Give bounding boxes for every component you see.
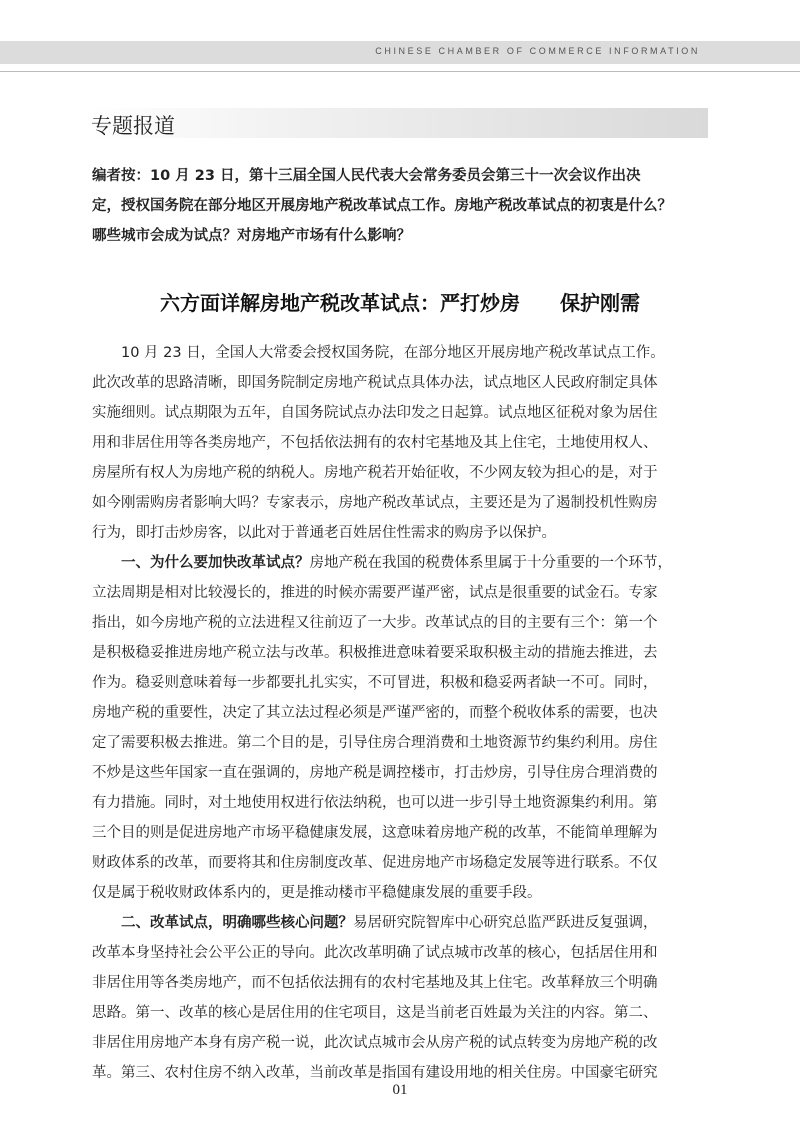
section-bar: [91, 108, 708, 138]
body-line: 仅是属于税收财政体系内的，更是推动楼市平稳健康发展的重要手段。: [92, 885, 542, 901]
body-line: 房地产税的重要性，决定了其立法过程必须是严谨严密的，而整个税收体系的需要，也决: [92, 705, 658, 721]
body-line: 如今刚需购房者影响大吗？专家表示，房地产税改革试点，主要还是为了遏制投机性购房: [92, 495, 658, 511]
body-line: 定了需要积极去推进。第二个目的是，引导住房合理消费和土地资源节约集约利用。房住: [92, 735, 658, 751]
body-line: [92, 548, 708, 578]
header-band-text: CHINESE CHAMBER OF COMMERCE INFORMATION: [375, 46, 700, 56]
body-line: 财政体系的改革，而要将其和住房制度改革、促进房地产市场稳定发展等进行联系。不仅: [92, 855, 658, 871]
section-heading-why: 一、为什么要加快改革试点？: [92, 555, 310, 571]
editor-note: [92, 161, 708, 251]
body-line: 非居住用等各类房地产，而不包括依法拥有的农村宅基地及其上住宅。改革释放三个明确: [92, 975, 658, 991]
body-line: 立法周期是相对比较漫长的，推进的时候亦需要严谨严密，试点是很重要的试金石。专家: [92, 585, 658, 601]
body-line: 指出，如今房地产税的立法进程又往前迈了一大步。改革试点的目的主要有三个：第一个: [92, 615, 658, 631]
body-line: 实施细则。试点期限为五年，自国务院试点办法印发之日起算。试点地区征税对象为居住: [92, 405, 658, 421]
page-number: 01: [392, 1082, 408, 1098]
editor-note-line: 定，授权国务院在部分地区开展房地产税改革试点工作。房地产税改革试点的初衷是什么？: [92, 198, 672, 214]
body-line: [92, 908, 708, 938]
body-line: 思路。第一、改革的核心是居住用的住宅项目，这是当前老百姓最为关注的内容。第二、: [92, 1005, 658, 1021]
editor-note-line: 编者按：10 月 23 日，第十三届全国人民代表大会常务委员会第三十一次会议作出决: [92, 168, 641, 184]
body-line: 非居住用房地产本身有房产税一说，此次试点城市会从房产税的试点转变为房地产税的改: [92, 1035, 658, 1051]
body-line: 改革本身坚持社会公平公正的导向。此次改革明确了试点城市改革的核心，包括居住用和: [92, 945, 658, 961]
article-body: [92, 338, 708, 1088]
section-heading-core-issues: 二、改革试点，明确哪些核心问题？: [92, 915, 353, 931]
section-title: 专题报道: [91, 114, 175, 138]
body-line: 是积极稳妥推进房地产税立法与改革。积极推进意味着要采取积极主动的措施去推进，去: [92, 645, 658, 661]
body-line: 三个目的则是促进房地产市场平稳健康发展，这意味着房地产税的改革，不能简单理解为: [92, 825, 658, 841]
header-rule: [0, 71, 800, 72]
body-line: 用和非居住用等各类房地产，不包括依法拥有的农村宅基地及其上住宅，土地使用权人、: [92, 435, 658, 451]
body-line: 不炒是这些年国家一直在强调的，房地产税是调控楼市，打击炒房，引导住房合理消费的: [92, 765, 658, 781]
header-band: [0, 41, 800, 64]
editor-note-line: 哪些城市会成为试点？对房地产市场有什么影响？: [92, 228, 411, 244]
body-line: 房屋所有权人为房地产税的纳税人。房地产税若开始征收，不少网友较为担心的是，对于: [92, 465, 658, 481]
body-line: 有力措施。同时，对土地使用权进行依法纳税，也可以进一步引导土地资源集约利用。第: [92, 795, 658, 811]
body-line: 此次改革的思路清晰，即国务院制定房地产税试点具体办法，试点地区人民政府制定具体: [92, 375, 658, 391]
body-text: 易居研究院智库中心研究总监严跃进反复强调，: [353, 915, 658, 931]
body-line: 行为，即打击炒房客，以此对于普通老百姓居住性需求的购房予以保护。: [92, 525, 556, 541]
body-line: 作为。稳妥则意味着每一步都要扎扎实实，不可冒进，积极和稳妥两者缺一不可。同时，: [92, 675, 658, 691]
body-line: 革。第三、农村住房不纳入改革，当前改革是指国有建设用地的相关住房。中国豪宅研究: [92, 1065, 658, 1081]
article-title: 六方面详解房地产税改革试点：严打炒房 保护刚需: [160, 291, 640, 315]
body-line: 10 月 23 日，全国人大常委会授权国务院，在部分地区开展房地产税改革试点工作。: [92, 345, 665, 361]
body-text: 房地产税在我国的税费体系里属于十分重要的一个环节，: [309, 555, 672, 571]
